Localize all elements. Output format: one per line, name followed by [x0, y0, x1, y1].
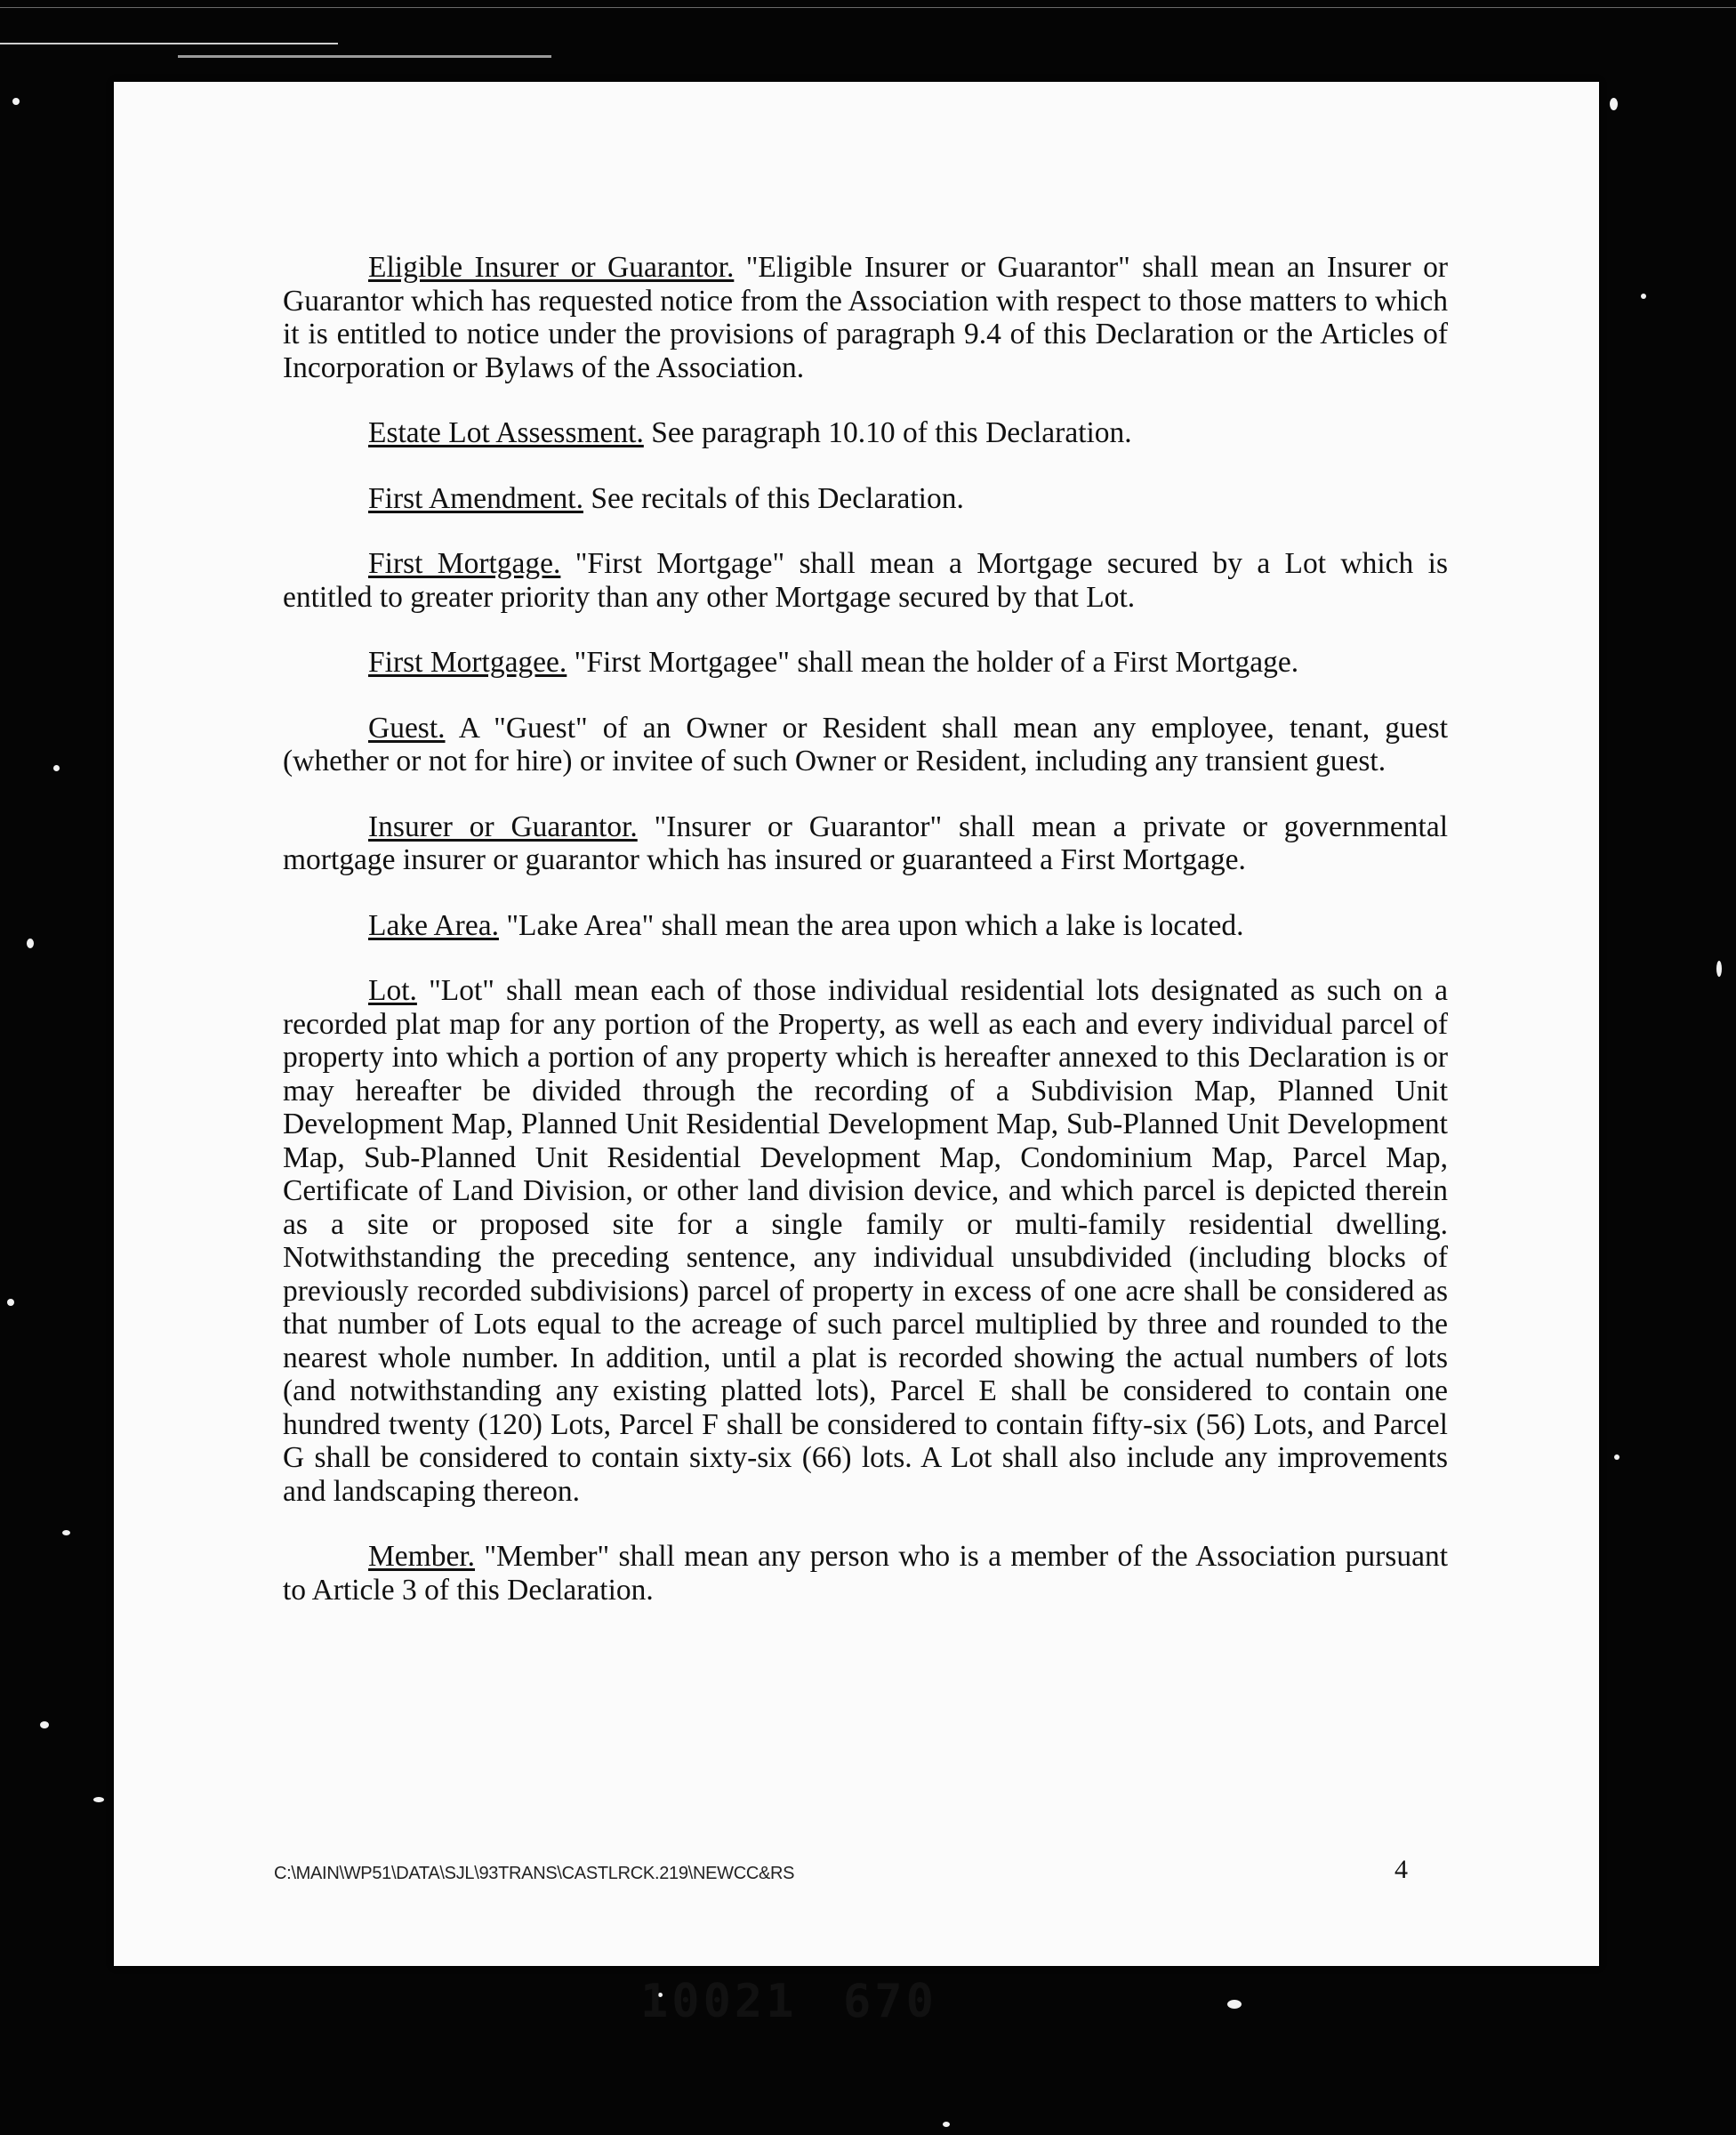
definition-text: "Lot" shall mean each of those individual residential lots designated as such on a recorded plat map for any portion of the Property, as well as each and every individual parcel of property into which a portion of any property which is hereafter annexed to this Declaration is or may hereafter be divided through the recording of a Subdivision Map, Planned Unit Development Map, Planned Unit Residential Development Map, Sub-Planned Unit Development Map, Sub-Planned Unit Residential Development Map, Condominium Map, Parcel Map, Certificate of Land Division, or other land division device, and which parcel is depicted therein as a site or proposed site for a single family or multi-family residential dwelling. Notwithstanding the preceding sentence, any individual unsubdivided (including blocks of previously recorded subdivisions) parcel of property in excess of one acre shall be considered as that number of Lots equal to the acreage of such parcel multiplied by three and rounded to the nearest whole number. In addition, until a plat is recorded showing the actual numbers of lots (and notwithstanding any existing platted lots), Parcel E shall be considered to contain one hundred twenty (120) Lots, Parcel F shall be considered to contain fifty-six (56) Lots, and Parcel G shall be considered to contain sixty-six (66) lots. A Lot shall also include any improvements and landscaping thereon.: [283, 974, 1448, 1508]
scan-speck: [1641, 294, 1646, 299]
definition-text: "Insurer or Guarantor" shall mean a private or governmental mortgage insurer or guarantor which has insured or guaranteed a First Mortgage.: [283, 810, 1448, 876]
definition-paragraph: [283, 974, 1448, 1508]
definition-paragraph: [283, 251, 1448, 384]
definition-paragraph: [283, 646, 1448, 680]
scan-speck: [7, 1299, 14, 1306]
defined-term: Lake Area.: [368, 908, 499, 942]
scan-speck: [1614, 1454, 1619, 1460]
document-body: [283, 251, 1448, 1639]
defined-term: Eligible Insurer or Guarantor.: [368, 251, 735, 284]
defined-term: First Mortgage.: [368, 547, 561, 580]
defined-term: Insurer or Guarantor.: [368, 810, 638, 843]
defined-term: Lot.: [368, 974, 417, 1007]
defined-term: Member.: [368, 1540, 476, 1573]
definition-paragraph: [283, 1540, 1448, 1607]
definition-text: See paragraph 10.10 of this Declaration.: [643, 416, 1132, 449]
document-page: [114, 82, 1599, 2028]
definition-text: "Member" shall mean any person who is a member of the Association pursuant to Article 3 of this Declaration.: [283, 1540, 1448, 1607]
scan-speck: [40, 1721, 49, 1728]
defined-term: First Amendment.: [368, 481, 583, 515]
definition-text: See recitals of this Declaration.: [583, 481, 964, 515]
scan-speck: [53, 765, 60, 771]
defined-term: Estate Lot Assessment.: [368, 416, 644, 449]
definition-paragraph: [283, 416, 1448, 450]
recording-stamp-page: 670: [843, 1975, 937, 2028]
file-path-footer: C:\MAIN\WP51\DATA\SJL\93TRANS\CASTLRCK.219\NEWCC&RS: [274, 1864, 795, 1883]
definition-text: A "Guest" of an Owner or Resident shall mean any employee, tenant, guest (whether or not for hire) or invitee of such Owner or Resident, including any transient guest.: [283, 711, 1448, 777]
definition-text: "First Mortgagee" shall mean the holder of a First Mortgage.: [567, 646, 1299, 679]
scan-speck: [62, 1530, 70, 1535]
definition-text: "Eligible Insurer or Guarantor" shall mean an Insurer or Guarantor which has requested notice from the Association with respect to those matters to which it is entitled to notice under the provisions of paragraph 9.4 of this Declaration or the Articles of Incorporation or Bylaws of the Association.: [283, 251, 1448, 384]
definition-text: "First Mortgage" shall mean a Mortgage secured by a Lot which is entitled to greater priority than any other Mortgage secured by that Lot.: [283, 547, 1448, 614]
defined-term: Guest.: [368, 711, 446, 745]
definition-text: "Lake Area" shall mean the area upon which a lake is located.: [498, 908, 1244, 942]
definition-paragraph: [283, 482, 1448, 516]
scan-speck: [1227, 2000, 1242, 2009]
page-number: 4: [1394, 1855, 1408, 1884]
scan-streak: [0, 7, 1736, 8]
scan-speck: [943, 2122, 950, 2127]
definition-paragraph: [283, 810, 1448, 877]
scan-speck: [1610, 98, 1618, 110]
scan-speck: [1716, 961, 1722, 977]
definition-paragraph: [283, 547, 1448, 614]
defined-term: First Mortgagee.: [368, 646, 567, 679]
scan-speck: [93, 1797, 104, 1802]
definition-paragraph: [283, 909, 1448, 943]
scan-streak: [0, 43, 338, 44]
recording-stamp-book: 10021: [640, 1975, 798, 2028]
scan-speck: [12, 98, 20, 105]
scan-streak: [178, 55, 551, 58]
scan-speck: [27, 939, 34, 948]
definition-paragraph: [283, 712, 1448, 778]
